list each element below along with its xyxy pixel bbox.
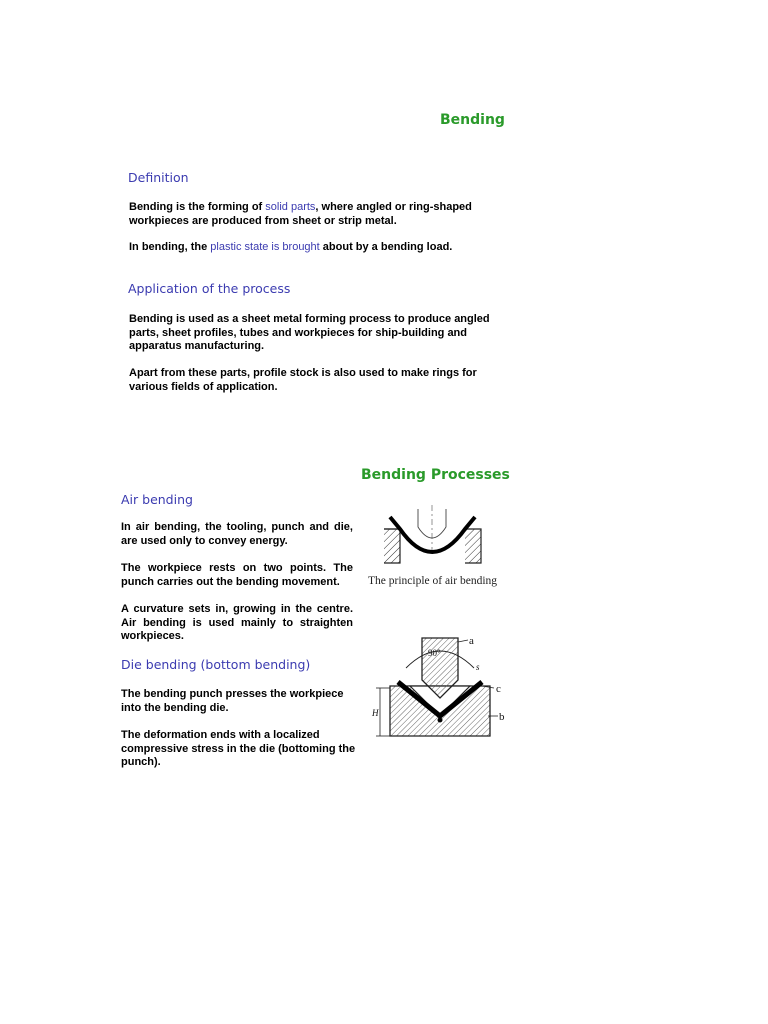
air-bending-paragraph-3: A curvature sets in, growing in the centre. Air bending is used mainly to straighten workpieces. [121,603,353,642]
left-support [384,529,400,563]
die-bending-paragraph-2: The deformation ends with a localized compressive stress in the die (bottoming the punch). [121,729,356,768]
definition-heading: Definition [128,170,189,185]
application-paragraph-1: Bending is used as a sheet metal forming process to produce angled parts, sheet profiles, tubes and workpieces for ship-building and apparatus manufacturing. [129,313,490,352]
definition-p1-text-b: , where angled or ring-shaped workpieces are produced from sheet or strip metal. [129,201,472,227]
label-a: a [469,635,474,647]
processes-title: Bending Processes [361,467,510,483]
definition-p2-highlight: plastic state is brought [210,241,320,253]
air-bending-paragraph-1: In air bending, the tooling, punch and die, are used only to convey energy. [121,521,353,547]
label-c: c [496,683,501,695]
definition-p1-text-a: Bending is the forming of [129,201,266,213]
definition-paragraph-2 [129,241,499,255]
workpiece [390,517,475,552]
air-bending-heading: Air bending [121,492,193,507]
page-title: Bending [440,112,505,128]
definition-p1-highlight: solid parts [265,201,316,213]
angle-label: 90° [428,648,441,658]
definition-p2-text-a: In bending, the [129,241,211,253]
application-paragraph-2: Apart from these parts, profile stock is also used to make rings for various fields of application. [129,367,477,393]
label-s: s [476,662,480,672]
die-bending-heading: Die bending (bottom bending) [121,657,311,672]
right-support [465,529,481,563]
application-heading: Application of the process [128,281,291,296]
die-bending-paragraph-1: The bending punch presses the workpiece into the bending die. [121,688,344,714]
h-label: H [372,708,379,718]
air-bending-paragraph-2: The workpiece rests on two points. The punch carries out the bending movement. [121,562,353,588]
air-bending-figure [378,505,498,577]
die-bending-figure [370,632,510,742]
air-bending-caption: The principle of air bending [368,575,498,587]
definition-p2-text-b: about by a bending load. [319,241,453,253]
label-b: b [499,711,505,723]
definition-paragraph-1 [129,201,499,228]
